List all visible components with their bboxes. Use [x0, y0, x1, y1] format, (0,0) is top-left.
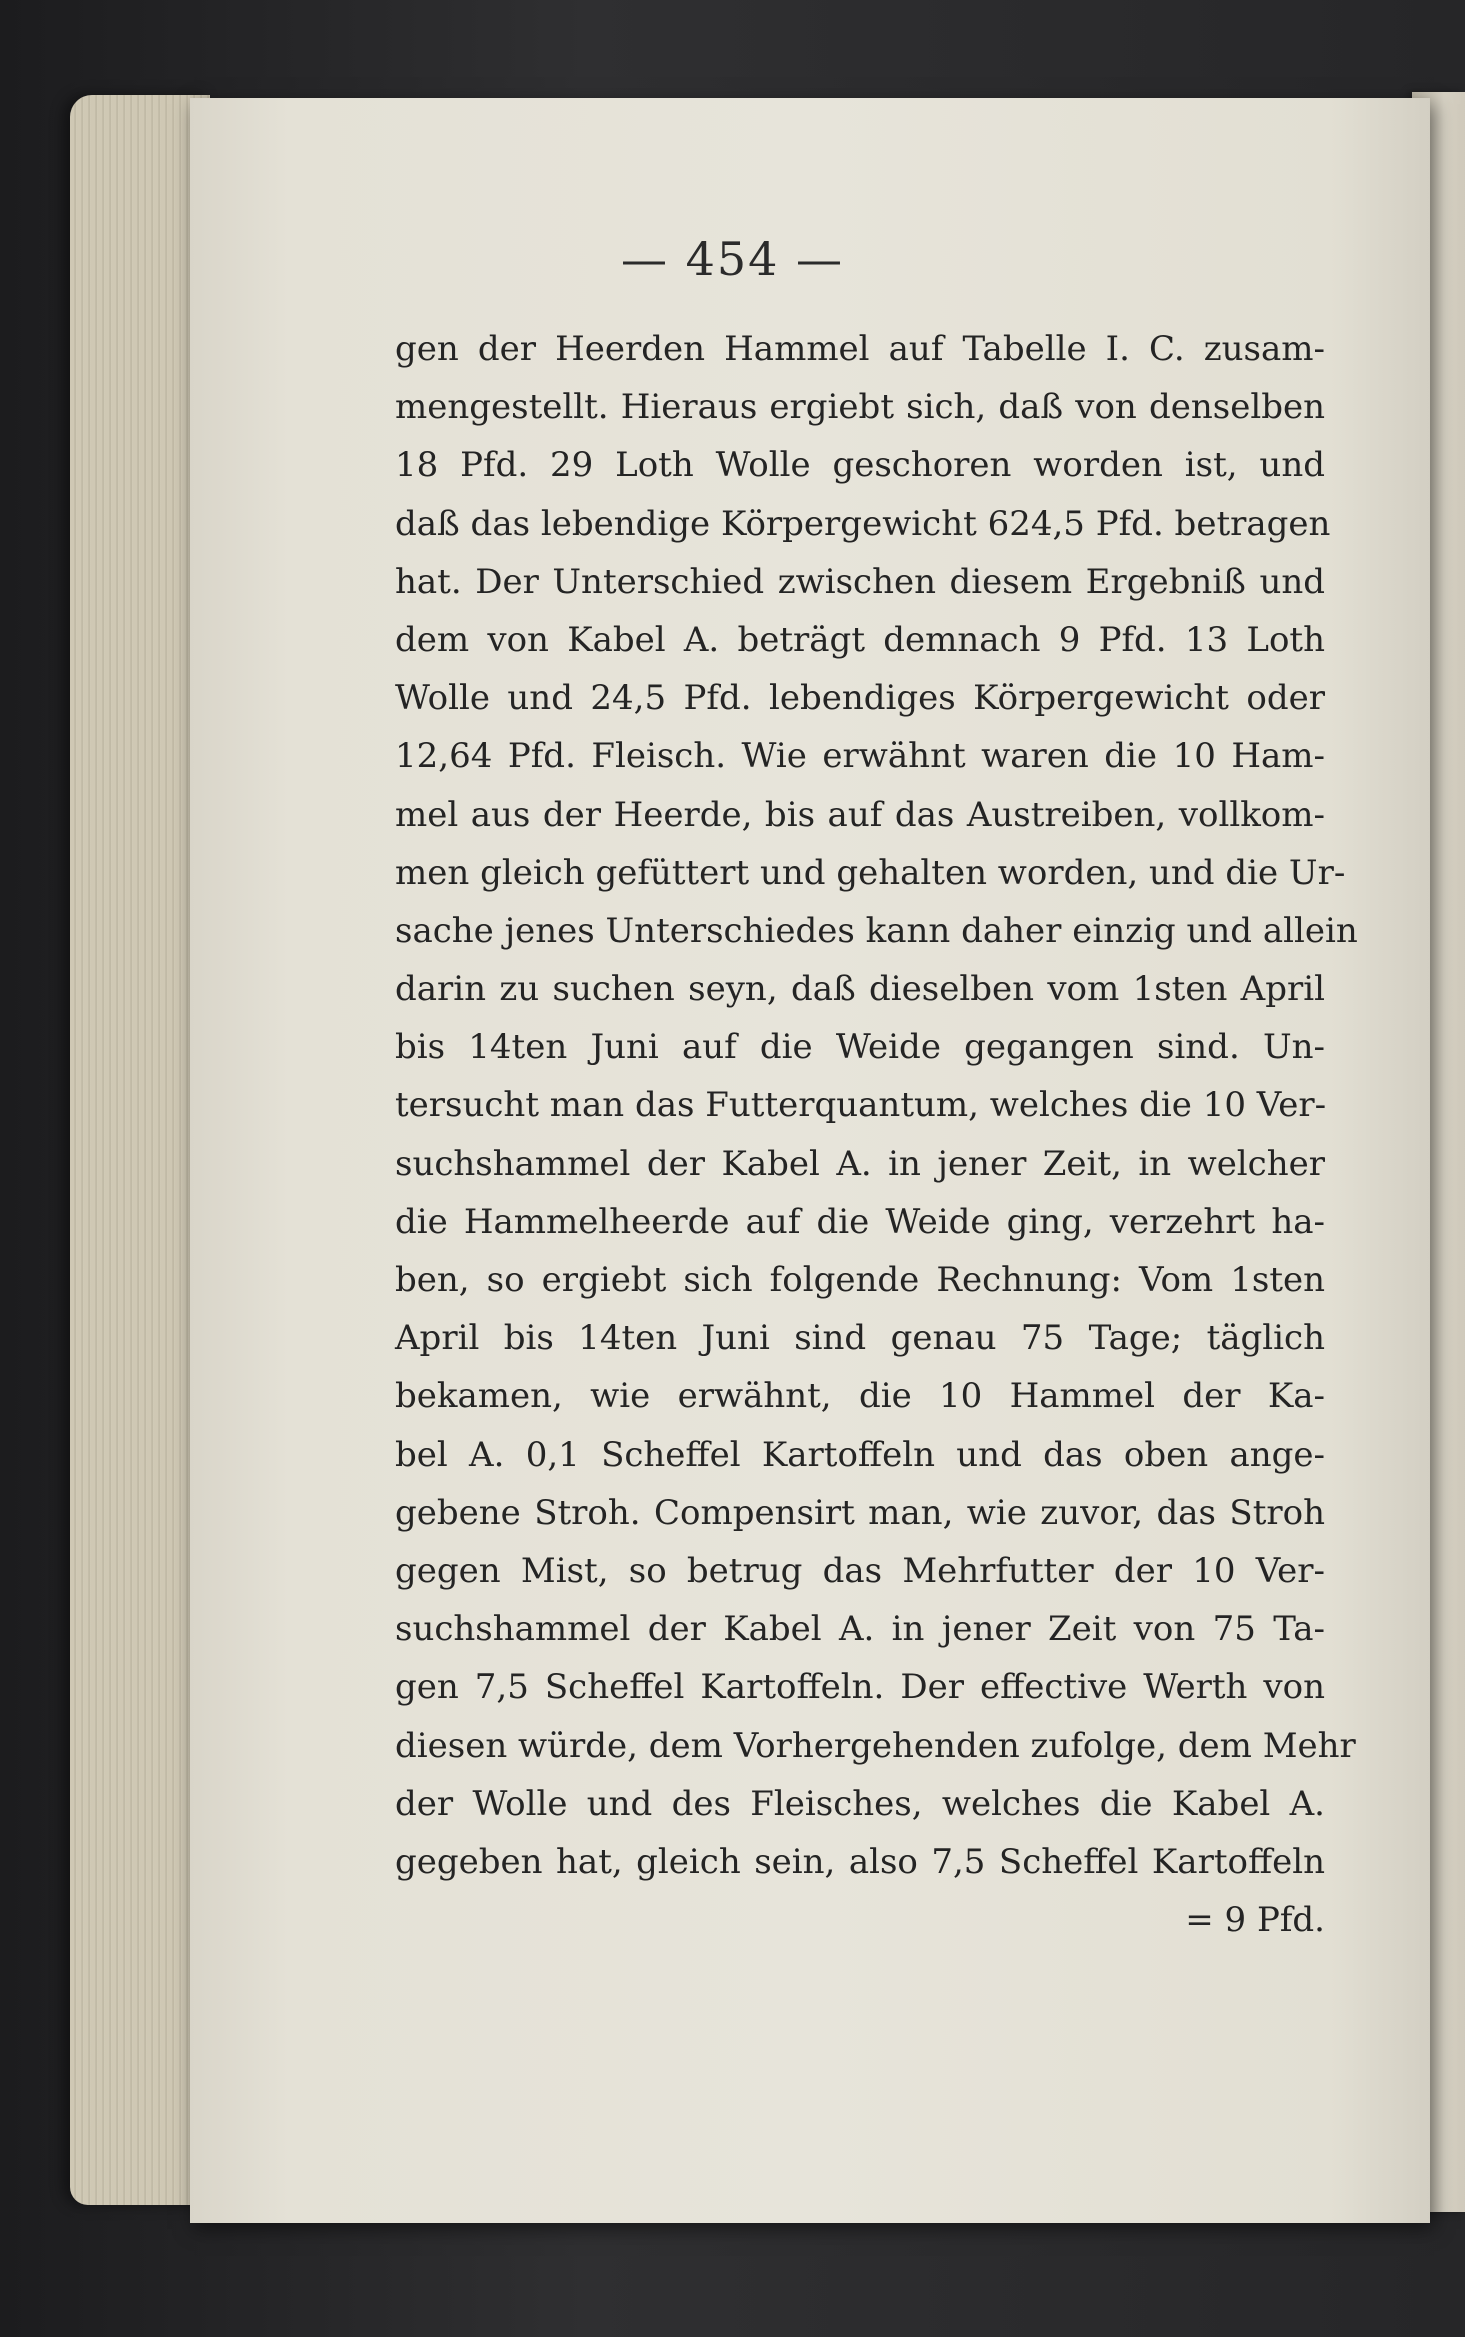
- text-line: daß das lebendige Körpergewicht 624,5 Pfd. betragen: [395, 503, 1331, 544]
- text-line: bel A. 0,1 Scheffel Kartoffeln und das oben ange-: [395, 1434, 1325, 1475]
- text-line: gen der Heerden Hammel auf Tabelle I. C. zusam-: [395, 329, 1325, 369]
- text-line: die Hammelheerde auf die Weide ging, verzehrt ha-: [395, 1201, 1325, 1242]
- text-line: mel aus der Heerde, bis auf das Austreiben, vollkom-: [395, 794, 1325, 835]
- text-line: bekamen, wie erwähnt, die 10 Hammel der Ka-: [395, 1376, 1325, 1417]
- text-line: men gleich gefüttert und gehalten worden, und die Ur-: [395, 852, 1346, 893]
- page-number: — 454 —: [620, 232, 845, 286]
- text-line: 18 Pfd. 29 Loth Wolle geschoren worden ist, und: [395, 445, 1325, 486]
- text-line: gebene Stroh. Compensirt man, wie zuvor, das Stroh: [395, 1492, 1325, 1533]
- text-line: hat. Der Unterschied zwischen diesem Ergebniß und: [395, 561, 1325, 602]
- text-line: der Wolle und des Fleisches, welches die Kabel A.: [395, 1783, 1325, 1824]
- text-line: Wolle und 24,5 Pfd. lebendiges Körpergewicht oder: [395, 678, 1325, 719]
- text-line-final: = 9 Pfd.: [1185, 1900, 1325, 1941]
- text-line: gegen Mist, so betrug das Mehrfutter der 10 Ver-: [395, 1550, 1325, 1591]
- text-line: gegeben hat, gleich sein, also 7,5 Scheffel Kartoffeln: [395, 1841, 1325, 1882]
- book-page-edges: [70, 95, 210, 2205]
- text-line: suchshammel der Kabel A. in jener Zeit, in welcher: [395, 1143, 1325, 1184]
- text-line: diesen würde, dem Vorhergehenden zufolge, dem Mehr: [395, 1725, 1356, 1766]
- text-line: dem von Kabel A. beträgt demnach 9 Pfd. 13 Loth: [395, 619, 1325, 660]
- text-line: ben, so ergiebt sich folgende Rechnung: Vom 1sten: [395, 1260, 1325, 1300]
- text-line: mengestellt. Hieraus ergiebt sich, daß von denselben: [395, 387, 1325, 428]
- text-line: darin zu suchen seyn, daß dieselben vom 1sten April: [395, 969, 1325, 1010]
- text-line: tersucht man das Futterquantum, welches die 10 Ver-: [395, 1085, 1327, 1126]
- body-text: [395, 320, 1358, 1949]
- text-line: 12,64 Pfd. Fleisch. Wie erwähnt waren die 10 Ham-: [395, 736, 1325, 777]
- text-line: April bis 14ten Juni sind genau 75 Tage; täglich: [395, 1318, 1325, 1359]
- text-line: suchshammel der Kabel A. in jener Zeit von 75 Ta-: [395, 1609, 1325, 1650]
- text-line: bis 14ten Juni auf die Weide gegangen sind. Un-: [395, 1027, 1325, 1068]
- text-line: sache jenes Unterschiedes kann daher einzig und allein: [395, 910, 1358, 951]
- text-line: gen 7,5 Scheffel Kartoffeln. Der effective Werth von: [395, 1667, 1325, 1708]
